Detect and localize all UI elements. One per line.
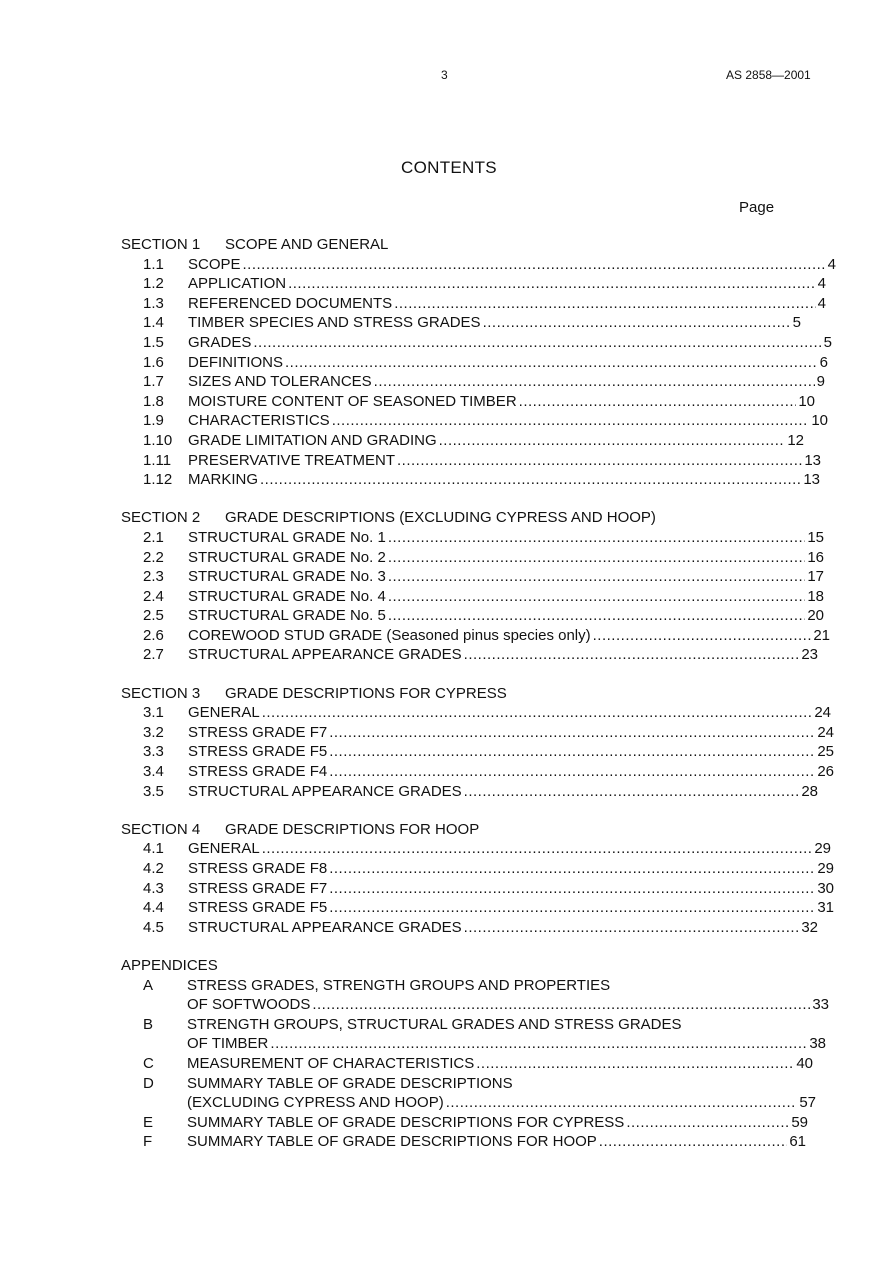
section-title: GRADE DESCRIPTIONS FOR HOOP xyxy=(225,820,480,838)
clause-number: 4.5 xyxy=(143,918,164,936)
dot-leader xyxy=(329,859,815,879)
page-ref: 21 xyxy=(813,626,830,644)
toc-section xyxy=(0,684,892,802)
dot-leader xyxy=(397,451,802,471)
dot-leader xyxy=(483,313,791,333)
appendix-title: STRENGTH GROUPS, STRUCTURAL GRADES AND STRESS GRADES xyxy=(187,1015,682,1033)
clause-title: STRESS GRADE F8 xyxy=(188,860,328,877)
standard-designation: AS 2858—2001 xyxy=(726,68,811,82)
page-ref: 4 xyxy=(817,275,826,293)
toc-entry[interactable] xyxy=(0,333,892,353)
clause-number: 1.11 xyxy=(143,451,172,469)
dot-leader xyxy=(329,879,815,899)
section-heading xyxy=(0,684,892,704)
clause-title: STRESS GRADE F7 xyxy=(188,879,328,897)
appendix-entry[interactable] xyxy=(0,976,892,996)
clause-title: STRUCTURAL GRADE No. 2 xyxy=(188,548,386,566)
entry-body xyxy=(187,1054,813,1074)
clause-title: STRESS GRADE F4 xyxy=(188,763,328,781)
entry-body xyxy=(188,879,834,899)
clause-number: 1.4 xyxy=(143,314,164,332)
dot-leader xyxy=(519,392,797,412)
page-ref: 18 xyxy=(807,587,824,605)
page-ref: 13 xyxy=(803,471,820,489)
entry-body xyxy=(188,587,824,607)
toc-entry[interactable] xyxy=(0,859,892,879)
toc-entry[interactable] xyxy=(0,918,892,938)
dot-leader xyxy=(270,1034,807,1054)
page-ref: 24 xyxy=(814,704,831,722)
page-ref: 12 xyxy=(787,431,804,449)
entry-body xyxy=(187,995,829,1015)
toc-entry[interactable] xyxy=(0,353,892,373)
page-ref: 9 xyxy=(816,373,825,391)
contents-title: CONTENTS xyxy=(401,158,497,177)
clause-number: 2.4 xyxy=(143,587,164,605)
dot-leader xyxy=(285,353,818,373)
clause-number: 4.3 xyxy=(143,879,164,897)
clause-number: 3.1 xyxy=(143,704,164,722)
dot-leader xyxy=(388,587,806,607)
appendix-title: MEASUREMENT OF CHARACTERISTICS xyxy=(187,1054,475,1072)
appendix-letter: D xyxy=(143,1074,154,1092)
toc-entry[interactable] xyxy=(0,762,892,782)
clause-number: 1.12 xyxy=(143,471,173,489)
toc-entry[interactable] xyxy=(0,451,892,471)
clause-title: APPLICATION xyxy=(188,275,287,293)
entry-body xyxy=(188,353,828,373)
appendix-title: SUMMARY TABLE OF GRADE DESCRIPTIONS xyxy=(187,1074,513,1092)
entry-body xyxy=(188,431,804,451)
clause-number: 1.5 xyxy=(143,333,164,351)
clause-number: 2.6 xyxy=(143,626,164,644)
clause-title: STRUCTURAL APPEARANCE GRADES xyxy=(188,918,462,936)
dot-leader xyxy=(262,703,813,723)
entry-body xyxy=(188,528,824,548)
clause-number: 1.10 xyxy=(143,431,173,449)
page-ref: 32 xyxy=(801,918,818,936)
page-ref: 25 xyxy=(817,743,834,761)
dot-leader xyxy=(388,606,806,626)
entry-body xyxy=(188,645,818,665)
appendix-title-cont: OF SOFTWOODS xyxy=(187,996,311,1014)
clause-title: DEFINITIONS xyxy=(188,353,284,371)
appendix-title-line xyxy=(187,1074,892,1094)
page-ref: 4 xyxy=(817,294,826,312)
page-ref: 6 xyxy=(819,353,828,371)
page-ref: 10 xyxy=(811,412,828,430)
clause-number: 2.7 xyxy=(143,646,164,664)
clause-title: SCOPE xyxy=(188,255,241,273)
page-ref: 13 xyxy=(804,451,821,469)
toc-entry[interactable] xyxy=(0,879,892,899)
dot-leader xyxy=(329,898,815,918)
appendix-entry[interactable] xyxy=(0,1132,892,1152)
toc-entry[interactable] xyxy=(0,470,892,490)
page-ref: 30 xyxy=(817,879,834,897)
clause-title: STRESS GRADE F5 xyxy=(188,743,328,761)
toc-entry[interactable] xyxy=(0,274,892,294)
dot-leader xyxy=(476,1054,794,1074)
section-number: SECTION 1 xyxy=(121,236,201,253)
dot-leader xyxy=(446,1093,798,1113)
toc-entry[interactable] xyxy=(0,567,892,587)
toc-entry[interactable] xyxy=(0,606,892,626)
section-heading xyxy=(0,235,892,255)
section-heading xyxy=(0,820,892,840)
appendix-title: SUMMARY TABLE OF GRADE DESCRIPTIONS FOR HOOP xyxy=(187,1133,597,1151)
dot-leader xyxy=(394,294,815,314)
section-number: SECTION 4 xyxy=(121,820,201,838)
section-heading xyxy=(0,508,892,528)
entry-body xyxy=(188,274,826,294)
section-title: SCOPE AND GENERAL xyxy=(225,236,389,253)
entry-body xyxy=(187,1034,826,1054)
dot-leader xyxy=(260,470,801,490)
appendix-entry[interactable] xyxy=(0,1113,892,1133)
dot-leader xyxy=(329,723,815,743)
entry-body xyxy=(187,1113,808,1133)
page-ref: 16 xyxy=(807,548,824,566)
entry-body xyxy=(188,333,832,353)
page-ref: 29 xyxy=(817,860,834,877)
toc-section xyxy=(0,508,892,665)
toc-entry[interactable] xyxy=(0,372,892,392)
clause-number: 3.4 xyxy=(143,763,164,781)
clause-number: 2.5 xyxy=(143,607,164,625)
entry-body xyxy=(188,898,834,918)
entry-body xyxy=(188,548,824,568)
clause-number: 1.2 xyxy=(143,275,164,293)
page-ref: 23 xyxy=(801,646,818,664)
toc-appendices xyxy=(0,956,892,1152)
clause-number: 1.1 xyxy=(143,255,164,273)
clause-title: REFERENCED DOCUMENTS xyxy=(188,294,393,312)
clause-title: MARKING xyxy=(188,471,259,489)
entry-body xyxy=(188,859,834,879)
clause-title: STRESS GRADE F5 xyxy=(188,899,328,917)
appendix-title-cont: OF TIMBER xyxy=(187,1035,269,1053)
clause-title: STRUCTURAL GRADE No. 4 xyxy=(188,587,386,605)
clause-number: 2.2 xyxy=(143,548,164,566)
entry-body xyxy=(188,839,831,859)
entry-body xyxy=(188,392,815,412)
clause-title: GRADE LIMITATION AND GRADING xyxy=(188,431,437,449)
entry-body xyxy=(188,606,824,626)
toc-section xyxy=(0,820,892,938)
page-ref: 40 xyxy=(796,1054,813,1072)
table-of-contents xyxy=(0,235,892,1152)
clause-number: 1.6 xyxy=(143,353,164,371)
page-ref: 61 xyxy=(789,1133,806,1151)
appendix-letter: B xyxy=(143,1015,154,1033)
dot-leader xyxy=(626,1113,789,1133)
clause-number: 3.3 xyxy=(143,743,164,761)
section-number: SECTION 3 xyxy=(121,684,201,702)
dot-leader xyxy=(464,782,800,802)
clause-title: GENERAL xyxy=(188,840,260,858)
clause-title: STRESS GRADE F7 xyxy=(188,723,328,741)
clause-number: 3.2 xyxy=(143,723,164,741)
entry-body xyxy=(188,918,818,938)
toc-entry[interactable] xyxy=(0,839,892,859)
dot-leader xyxy=(439,431,786,451)
clause-number: 2.3 xyxy=(143,568,164,586)
entry-body xyxy=(188,313,801,333)
entry-body xyxy=(188,626,830,646)
entry-body xyxy=(188,451,821,471)
page-ref: 31 xyxy=(817,899,834,917)
clause-title: MOISTURE CONTENT OF SEASONED TIMBER xyxy=(188,392,517,410)
toc-entry[interactable] xyxy=(0,898,892,918)
entry-body xyxy=(188,567,824,587)
appendix-entry-continued[interactable] xyxy=(0,1093,892,1113)
clause-title: CHARACTERISTICS xyxy=(188,412,330,430)
dot-leader xyxy=(388,548,806,568)
page-ref: 26 xyxy=(817,763,834,781)
dot-leader xyxy=(388,528,806,548)
clause-number: 2.1 xyxy=(143,528,164,546)
appendix-letter: E xyxy=(143,1113,154,1131)
appendix-title-cont: (EXCLUDING CYPRESS AND HOOP) xyxy=(187,1094,444,1112)
clause-title: STRUCTURAL APPEARANCE GRADES xyxy=(188,646,462,664)
entry-body xyxy=(188,255,836,275)
appendix-title-line xyxy=(187,976,892,996)
toc-entry[interactable] xyxy=(0,626,892,646)
dot-leader xyxy=(388,567,806,587)
clause-title: STRUCTURAL APPEARANCE GRADES xyxy=(188,782,462,800)
toc-entry[interactable] xyxy=(0,645,892,665)
toc-entry[interactable] xyxy=(0,411,892,431)
clause-number: 4.1 xyxy=(143,840,164,858)
clause-number: 4.4 xyxy=(143,899,164,917)
page-ref: 28 xyxy=(801,782,818,800)
entry-body xyxy=(188,742,834,762)
clause-number: 3.5 xyxy=(143,782,164,800)
toc-entry[interactable] xyxy=(0,723,892,743)
dot-leader xyxy=(599,1132,788,1152)
section-number: SECTION 2 xyxy=(121,509,201,527)
page-ref: 10 xyxy=(798,392,815,410)
toc-entry[interactable] xyxy=(0,431,892,451)
entry-body xyxy=(187,1093,816,1113)
page-ref: 5 xyxy=(792,314,801,332)
toc-entry[interactable] xyxy=(0,313,892,333)
appendix-entry[interactable] xyxy=(0,1074,892,1094)
appendix-entry-continued[interactable] xyxy=(0,995,892,1015)
dot-leader xyxy=(593,626,812,646)
toc-entry[interactable] xyxy=(0,294,892,314)
clause-title: PRESERVATIVE TREATMENT xyxy=(188,451,395,469)
appendix-letter: C xyxy=(143,1054,154,1072)
appendix-letter: A xyxy=(143,976,154,994)
entry-body xyxy=(188,294,826,314)
page-column-label: Page xyxy=(739,199,775,216)
clause-title: STRUCTURAL GRADE No. 1 xyxy=(188,528,386,546)
toc-entry[interactable] xyxy=(0,392,892,412)
page-ref: 20 xyxy=(807,607,824,625)
entry-body xyxy=(188,470,820,490)
entry-body xyxy=(188,411,828,431)
toc-entry[interactable] xyxy=(0,703,892,723)
toc-entry[interactable] xyxy=(0,548,892,568)
appendix-letter: F xyxy=(143,1133,153,1151)
entry-body xyxy=(188,703,831,723)
toc-entry[interactable] xyxy=(0,782,892,802)
clause-title: GENERAL xyxy=(188,704,260,722)
dot-leader xyxy=(464,918,800,938)
entry-body xyxy=(187,1132,806,1152)
entry-body xyxy=(188,372,825,392)
dot-leader xyxy=(464,645,800,665)
dot-leader xyxy=(243,255,826,275)
page-ref: 57 xyxy=(799,1094,816,1112)
entry-body xyxy=(188,723,834,743)
appendix-entry[interactable] xyxy=(0,1054,892,1074)
clause-title: TIMBER SPECIES AND STRESS GRADES xyxy=(188,314,481,332)
toc-entry[interactable] xyxy=(0,528,892,548)
page-ref: 15 xyxy=(807,528,824,546)
page-ref: 38 xyxy=(809,1035,826,1053)
appendix-entry[interactable] xyxy=(0,1015,892,1035)
clause-title: STRUCTURAL GRADE No. 3 xyxy=(188,568,386,586)
page-ref: 4 xyxy=(827,255,836,273)
dot-leader xyxy=(332,411,810,431)
entry-body xyxy=(188,782,818,802)
toc-entry[interactable] xyxy=(0,587,892,607)
dot-leader xyxy=(262,839,813,859)
page-ref: 5 xyxy=(823,333,832,351)
clause-title: COREWOOD STUD GRADE (Seasoned pinus species only) xyxy=(188,626,591,644)
clause-number: 1.8 xyxy=(143,392,164,410)
clause-number: 1.7 xyxy=(143,373,164,391)
dot-leader xyxy=(374,372,815,392)
appendix-title: STRESS GRADES, STRENGTH GROUPS AND PROPERTIES xyxy=(187,976,611,994)
page-ref: 24 xyxy=(817,723,834,741)
clause-number: 4.2 xyxy=(143,860,164,877)
clause-number: 1.3 xyxy=(143,294,164,312)
page-ref: 29 xyxy=(814,840,831,858)
appendix-title: SUMMARY TABLE OF GRADE DESCRIPTIONS FOR CYPRESS xyxy=(187,1113,625,1131)
toc-entry[interactable] xyxy=(0,255,892,275)
page-ref: 33 xyxy=(812,996,829,1014)
dot-leader xyxy=(329,742,815,762)
page-ref: 17 xyxy=(807,568,824,586)
section-title: GRADE DESCRIPTIONS FOR CYPRESS xyxy=(225,684,507,702)
clause-title: GRADES xyxy=(188,333,252,351)
clause-title: STRUCTURAL GRADE No. 5 xyxy=(188,607,386,625)
page-ref: 59 xyxy=(791,1113,808,1131)
dot-leader xyxy=(288,274,816,294)
toc-entry[interactable] xyxy=(0,742,892,762)
appendix-title-line xyxy=(187,1015,892,1035)
toc-section xyxy=(0,235,892,490)
appendix-entry-continued[interactable] xyxy=(0,1034,892,1054)
section-title: GRADE DESCRIPTIONS (EXCLUDING CYPRESS AND HOOP) xyxy=(225,509,656,527)
appendices-heading: APPENDICES xyxy=(121,956,218,974)
dot-leader xyxy=(253,333,821,353)
dot-leader xyxy=(329,762,815,782)
clause-title: SIZES AND TOLERANCES xyxy=(188,373,372,391)
page-number: 3 xyxy=(441,68,448,82)
dot-leader xyxy=(312,995,810,1015)
clause-number: 1.9 xyxy=(143,412,164,430)
entry-body xyxy=(188,762,834,782)
